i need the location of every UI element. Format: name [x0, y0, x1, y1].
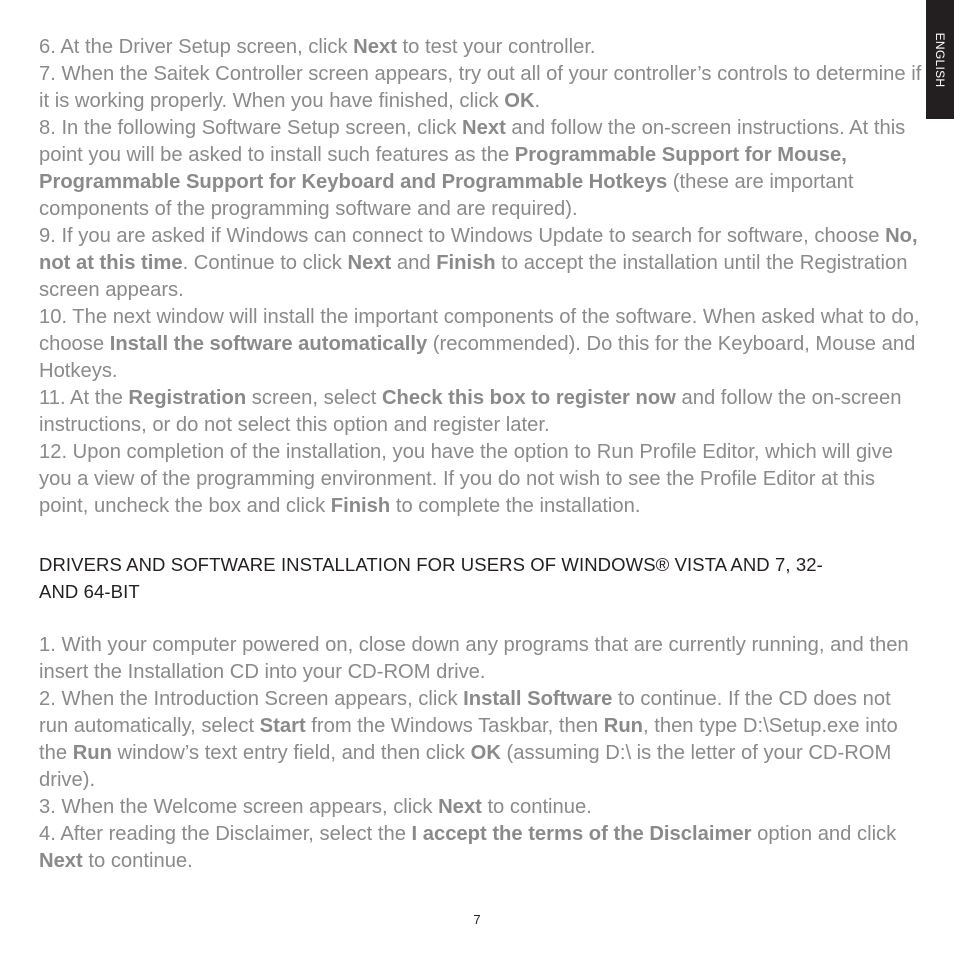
step-text: screen, select [246, 387, 382, 409]
installation-steps-list [39, 34, 924, 520]
step-text: and follow the on-screen instructions. At this point you will be asked to install such features as the [39, 117, 906, 166]
step-emphasis: I accept the terms of the Disclaimer [411, 823, 752, 845]
step-text: . Continue to click [182, 252, 348, 274]
step-text: to test your controller. [396, 36, 596, 58]
language-tab-label: ENGLISH [933, 32, 947, 87]
step-emphasis: Next [353, 36, 397, 58]
step-emphasis: Finish [436, 252, 496, 274]
instruction-step [39, 304, 924, 385]
step-text: (recommended). Do this for the Keyboard, Mouse and Hotkeys. [39, 333, 916, 382]
step-emphasis: OK [504, 90, 535, 112]
step-emphasis: OK [470, 742, 501, 764]
step-emphasis: Run [72, 742, 112, 764]
step-text: to accept the installation until the Registration screen appears. [39, 252, 908, 301]
step-text: 6. At the Driver Setup screen, click [39, 36, 354, 58]
instruction-step [39, 61, 924, 115]
step-emphasis: Install the software automatically [109, 333, 428, 355]
section-heading-line-2: AND 64-BIT [39, 581, 140, 602]
instruction-step [39, 115, 924, 223]
step-emphasis: Next [462, 117, 506, 139]
step-emphasis: Finish [330, 495, 391, 517]
step-text: to continue. [481, 796, 592, 818]
step-text: 8. In the following Software Setup screen, click [39, 117, 463, 139]
language-tab [926, 0, 954, 119]
instruction-step [39, 439, 924, 520]
step-text: from the Windows Taskbar, then [305, 715, 604, 737]
step-text: 7. When the Saitek Controller screen appears, try out all of your controller’s controls to determine if it is working properly. When you have finished, click [39, 63, 922, 112]
step-text: , then type D:\Setup.exe into the [39, 715, 898, 764]
step-text: to continue. [82, 850, 193, 872]
step-text: 2. When the Introduction Screen appears, click [39, 688, 464, 710]
step-text: to continue. If the CD does not run automatically, select [39, 688, 891, 737]
instruction-step [39, 34, 924, 61]
step-emphasis: Next [39, 850, 83, 872]
step-text: (these are important components of the programming software and are required). [39, 171, 854, 220]
instruction-step [39, 821, 924, 875]
section-spacer [39, 605, 924, 632]
step-text: 9. If you are asked if Windows can connect to Windows Update to search for software, choose [39, 225, 886, 247]
manual-content [39, 34, 924, 875]
step-emphasis: Registration [128, 387, 247, 409]
step-emphasis: Install Software [463, 688, 613, 710]
step-text: 12. Upon completion of the installation, you have the option to Run Profile Editor, which will give you a view of the programming environment. If you do not wish to see the Profile Editor at this point, uncheck the box and click [39, 441, 893, 517]
page-number: 7 [473, 912, 481, 927]
step-text: . [534, 90, 541, 112]
instruction-step [39, 794, 924, 821]
step-emphasis: No, not at this time [39, 225, 918, 274]
step-text: to complete the installation. [390, 495, 641, 517]
instruction-step [39, 223, 924, 304]
step-emphasis: Check this box to register now [381, 387, 676, 409]
step-text: 11. At the [39, 387, 129, 409]
step-text: 4. After reading the Disclaimer, select the [39, 823, 412, 845]
vista-steps-list [39, 632, 924, 875]
step-text: window’s text entry field, and then click [111, 742, 471, 764]
step-emphasis: Programmable Support for Mouse, Programmable Support for Keyboard and Programmable Hotkeys [39, 144, 847, 193]
step-text: option and click [751, 823, 897, 845]
instruction-step [39, 385, 924, 439]
instruction-step [39, 632, 924, 686]
step-emphasis: Run [603, 715, 644, 737]
step-text: (assuming D:\ is the letter of your CD-ROM drive). [39, 742, 892, 791]
step-text: 1. With your computer powered on, close down any programs that are currently running, and then insert the Installation CD into your CD-ROM drive. [39, 634, 909, 683]
step-text: and follow the on-screen instructions, or do not select this option and register later. [39, 387, 902, 436]
step-emphasis: Next [347, 252, 392, 274]
step-emphasis: Next [438, 796, 482, 818]
step-text: 3. When the Welcome screen appears, click [39, 796, 439, 818]
step-text: 10. The next window will install the important components of the software. When asked what to do, choose [39, 306, 920, 355]
section-heading [39, 551, 924, 605]
step-text: and [391, 252, 437, 274]
step-emphasis: Start [259, 715, 306, 737]
instruction-step [39, 686, 924, 794]
section-heading-line-1: DRIVERS AND SOFTWARE INSTALLATION FOR USERS OF WINDOWS® VISTA AND 7, 32- [39, 554, 823, 575]
